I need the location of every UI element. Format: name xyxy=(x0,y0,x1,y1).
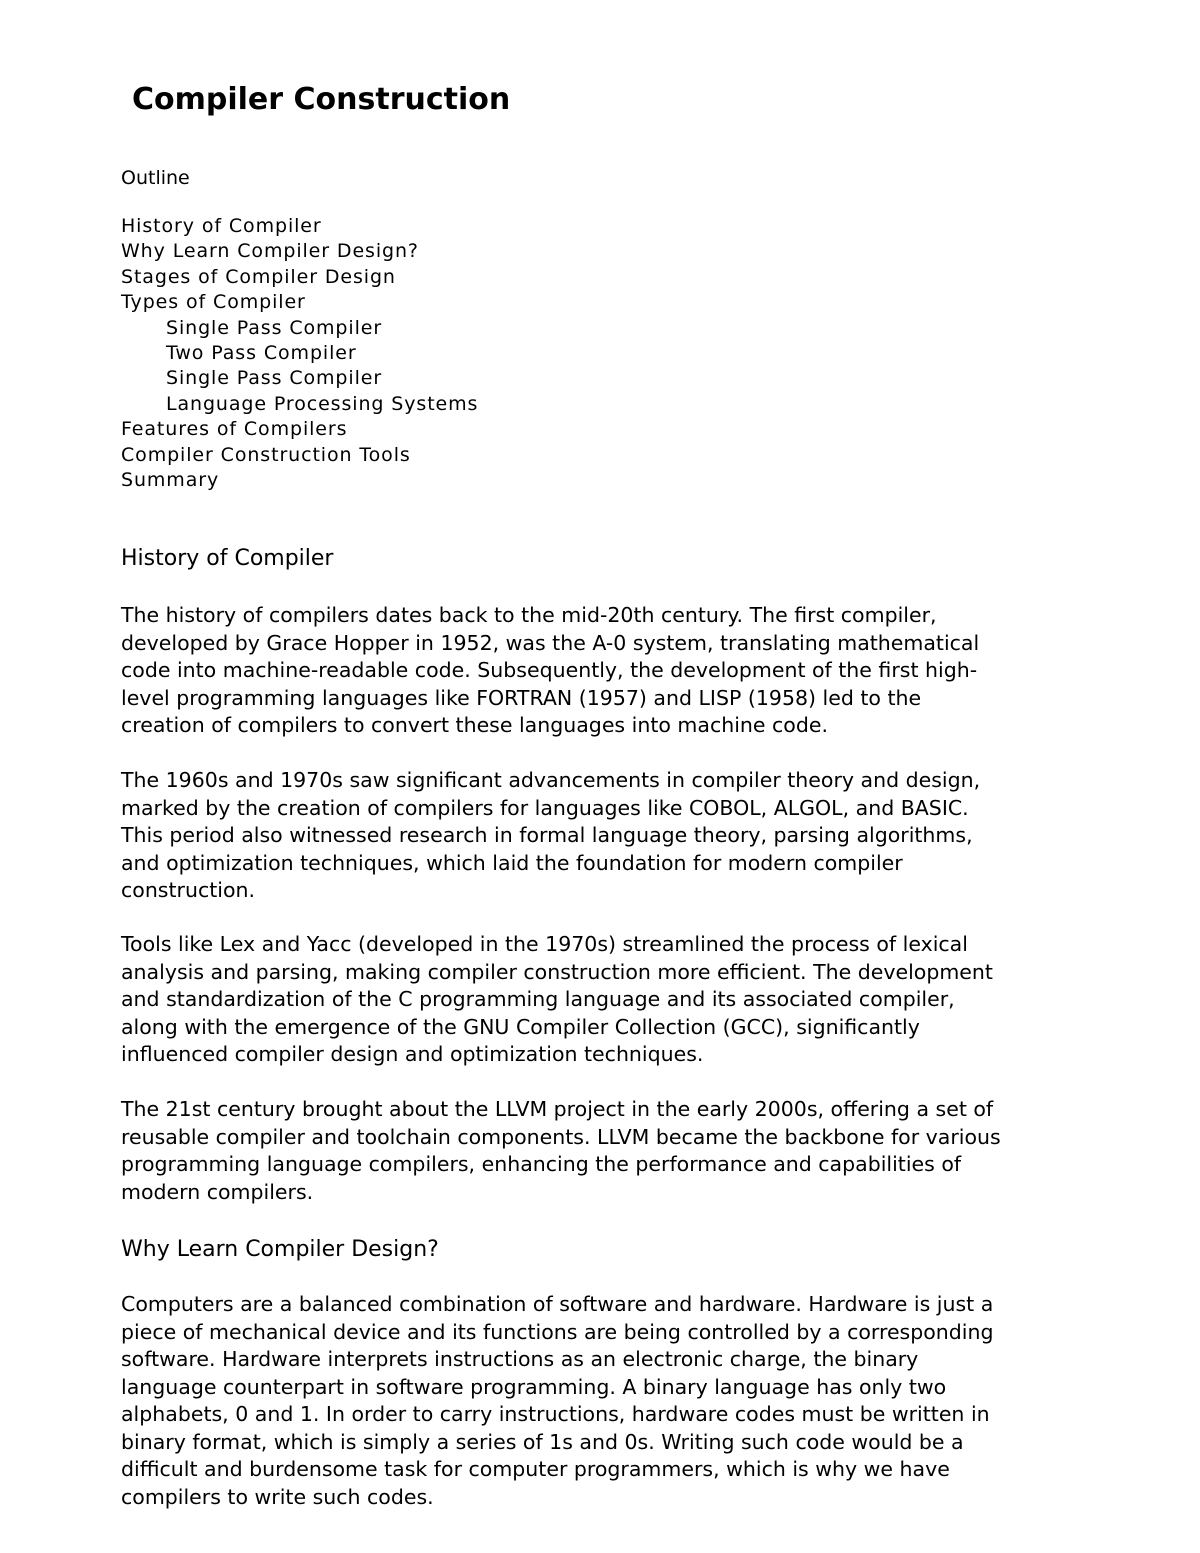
outline-subitem: Single Pass Compiler xyxy=(166,367,383,390)
text-line: level programming languages like FORTRAN (1957) and LISP (1958) led to the xyxy=(121,685,922,710)
text-line: creation of compilers to convert these languages into machine code. xyxy=(121,713,828,737)
outline-item: Why Learn Compiler Design? xyxy=(121,240,419,263)
text-line: code into machine-readable code. Subsequently, the development of the first high- xyxy=(121,658,978,682)
text-line: Tools like Lex and Yacc (developed in the 1970s) streamlined the process of lexical xyxy=(121,932,968,956)
text-line: along with the emergence of the GNU Compiler Collection (GCC), significantly xyxy=(121,1014,920,1039)
outline-item: Types of Compiler xyxy=(121,291,306,314)
text-line: The 21st century brought about the LLVM project in the early 2000s, offering a set of xyxy=(121,1097,994,1121)
text-line: alphabets, 0 and 1. In order to carry instructions, hardware codes must be written in xyxy=(121,1402,990,1426)
outline-item: Stages of Compiler Design xyxy=(121,265,396,288)
page-title: Compiler Construction xyxy=(132,82,511,117)
text-line: difficult and burdensome task for computer programmers, which is why we have xyxy=(121,1457,950,1481)
text-line: compilers to write such codes. xyxy=(121,1484,434,1509)
text-line: The 1960s and 1970s saw significant advancements in compiler theory and design, xyxy=(121,768,981,792)
section-heading-history: History of Compiler xyxy=(121,546,334,571)
text-line: binary format, which is simply a series of 1s and 0s. Writing such code would be a xyxy=(121,1429,964,1454)
text-line: influenced compiler design and optimization techniques. xyxy=(121,1042,704,1066)
history-paragraph-3 xyxy=(121,931,1151,1069)
text-line: language counterpart in software programming. A binary language has only two xyxy=(121,1374,947,1399)
text-line: This period also witnessed research in formal language theory, parsing algorithms, xyxy=(121,823,973,847)
text-line: analysis and parsing, making compiler construction more efficient. The development xyxy=(121,959,993,984)
text-line: reusable compiler and toolchain components. LLVM became the backbone for various xyxy=(121,1124,1001,1149)
outline-item: Summary xyxy=(121,469,220,492)
outline-item: Compiler Construction Tools xyxy=(121,443,411,466)
text-line: and optimization techniques, which laid the foundation for modern compiler xyxy=(121,850,903,875)
why-learn-paragraph-1 xyxy=(121,1291,1151,1511)
text-line: and standardization of the C programming language and its associated compiler, xyxy=(121,987,955,1011)
outline-item: Features of Compilers xyxy=(121,418,348,441)
section-heading-why-learn: Why Learn Compiler Design? xyxy=(121,1237,439,1262)
outline-item: History of Compiler xyxy=(121,215,322,237)
outline-subitem: Single Pass Compiler xyxy=(166,316,383,339)
text-line: construction. xyxy=(121,878,256,902)
text-line: software. Hardware interprets instructions as an electronic charge, the binary xyxy=(121,1347,919,1371)
history-paragraph-4 xyxy=(121,1096,1151,1206)
history-paragraph-1 xyxy=(121,602,1151,740)
text-line: piece of mechanical device and its functions are being controlled by a corresponding xyxy=(121,1319,994,1344)
text-line: programming language compilers, enhancing the performance and capabilities of xyxy=(121,1152,962,1176)
text-line: The history of compilers dates back to the mid-20th century. The first compiler, xyxy=(121,603,937,627)
text-line: Computers are a balanced combination of software and hardware. Hardware is just a xyxy=(121,1292,994,1316)
outline-label: Outline xyxy=(121,167,190,189)
outline-subitem: Two Pass Compiler xyxy=(166,342,357,365)
outline-list xyxy=(121,214,478,493)
text-line: modern compilers. xyxy=(121,1179,314,1204)
text-line: marked by the creation of compilers for languages like COBOL, ALGOL, and BASIC. xyxy=(121,795,969,820)
outline-subitem: Language Processing Systems xyxy=(166,392,479,415)
text-line: developed by Grace Hopper in 1952, was the A-0 system, translating mathematical xyxy=(121,630,980,655)
history-paragraph-2 xyxy=(121,767,1151,905)
